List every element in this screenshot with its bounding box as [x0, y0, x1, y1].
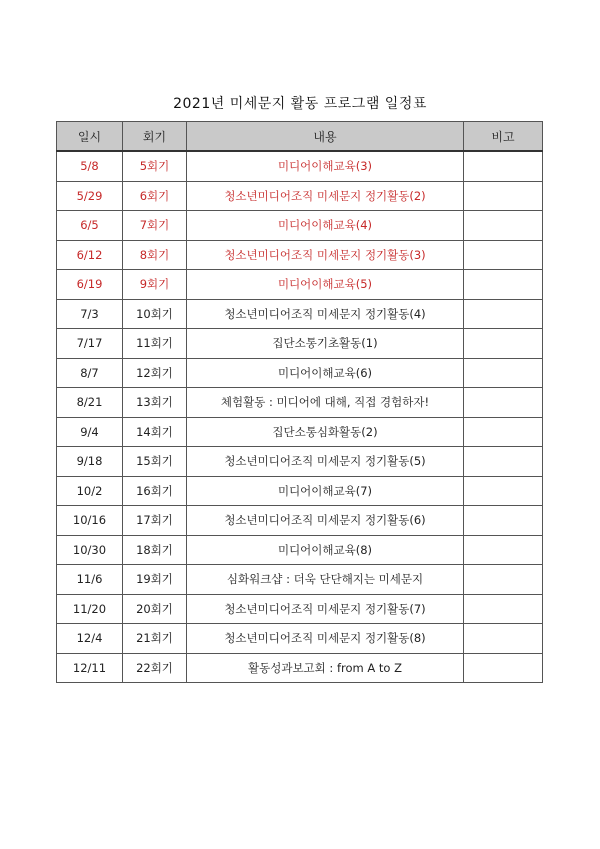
cell-date: 10/2	[57, 476, 123, 506]
cell-remark	[464, 358, 543, 388]
cell-remark	[464, 535, 543, 565]
cell-remark	[464, 211, 543, 241]
cell-content: 청소년미디어조직 미세문지 정기활동(5)	[187, 447, 464, 477]
table-row	[57, 447, 543, 477]
table-row	[57, 211, 543, 241]
cell-date: 6/12	[57, 240, 123, 270]
cell-session: 8회기	[123, 240, 187, 270]
cell-date: 6/5	[57, 211, 123, 241]
cell-remark	[464, 594, 543, 624]
cell-session: 11회기	[123, 329, 187, 359]
cell-remark	[464, 417, 543, 447]
table-row	[57, 417, 543, 447]
table-row	[57, 299, 543, 329]
cell-session: 12회기	[123, 358, 187, 388]
cell-session: 22회기	[123, 653, 187, 683]
table-row	[57, 565, 543, 595]
cell-date: 8/21	[57, 388, 123, 418]
cell-remark	[464, 151, 543, 181]
cell-remark	[464, 653, 543, 683]
cell-date: 5/29	[57, 181, 123, 211]
cell-session: 15회기	[123, 447, 187, 477]
cell-content: 활동성과보고회 : from A to Z	[187, 653, 464, 683]
cell-date: 10/30	[57, 535, 123, 565]
table-row	[57, 388, 543, 418]
table-body	[57, 151, 543, 683]
cell-content: 청소년미디어조직 미세문지 정기활동(6)	[187, 506, 464, 536]
cell-content: 미디어이해교육(4)	[187, 211, 464, 241]
schedule-table	[56, 121, 543, 683]
cell-content: 청소년미디어조직 미세문지 정기활동(3)	[187, 240, 464, 270]
cell-session: 7회기	[123, 211, 187, 241]
cell-content: 미디어이해교육(8)	[187, 535, 464, 565]
cell-content: 미디어이해교육(7)	[187, 476, 464, 506]
table-row	[57, 624, 543, 654]
cell-session: 16회기	[123, 476, 187, 506]
cell-remark	[464, 181, 543, 211]
cell-date: 12/4	[57, 624, 123, 654]
cell-date: 9/18	[57, 447, 123, 477]
cell-session: 21회기	[123, 624, 187, 654]
table-row	[57, 653, 543, 683]
table-header	[57, 122, 543, 152]
cell-session: 20회기	[123, 594, 187, 624]
page-title: 2021년 미세문지 활동 프로그램 일정표	[173, 96, 427, 112]
table-row	[57, 181, 543, 211]
table-row	[57, 270, 543, 300]
cell-date: 9/4	[57, 417, 123, 447]
cell-content: 체험활동 : 미디어에 대해, 직접 경험하자!	[187, 388, 464, 418]
table-row	[57, 240, 543, 270]
cell-session: 5회기	[123, 151, 187, 181]
cell-content: 미디어이해교육(6)	[187, 358, 464, 388]
cell-session: 6회기	[123, 181, 187, 211]
cell-date: 10/16	[57, 506, 123, 536]
cell-content: 심화워크샵 : 더욱 단단해지는 미세문지	[187, 565, 464, 595]
table-row	[57, 506, 543, 536]
cell-content: 미디어이해교육(3)	[187, 151, 464, 181]
cell-date: 8/7	[57, 358, 123, 388]
cell-remark	[464, 476, 543, 506]
cell-session: 19회기	[123, 565, 187, 595]
cell-remark	[464, 329, 543, 359]
cell-content: 집단소통기초활동(1)	[187, 329, 464, 359]
cell-date: 7/3	[57, 299, 123, 329]
cell-date: 11/20	[57, 594, 123, 624]
cell-remark	[464, 506, 543, 536]
cell-session: 18회기	[123, 535, 187, 565]
table-row	[57, 476, 543, 506]
cell-session: 13회기	[123, 388, 187, 418]
header-session: 회기	[123, 122, 187, 152]
table-row	[57, 535, 543, 565]
cell-remark	[464, 447, 543, 477]
header-remark: 비고	[464, 122, 543, 152]
cell-date: 7/17	[57, 329, 123, 359]
cell-remark	[464, 270, 543, 300]
cell-remark	[464, 299, 543, 329]
cell-remark	[464, 388, 543, 418]
cell-remark	[464, 240, 543, 270]
cell-content: 미디어이해교육(5)	[187, 270, 464, 300]
cell-session: 10회기	[123, 299, 187, 329]
table-row	[57, 329, 543, 359]
table-header-row	[57, 122, 543, 152]
cell-session: 14회기	[123, 417, 187, 447]
header-date: 일시	[57, 122, 123, 152]
cell-content: 청소년미디어조직 미세문지 정기활동(7)	[187, 594, 464, 624]
cell-content: 집단소통심화활동(2)	[187, 417, 464, 447]
cell-remark	[464, 565, 543, 595]
cell-date: 11/6	[57, 565, 123, 595]
cell-date: 12/11	[57, 653, 123, 683]
cell-remark	[464, 624, 543, 654]
table-row	[57, 358, 543, 388]
header-content: 내용	[187, 122, 464, 152]
cell-content: 청소년미디어조직 미세문지 정기활동(8)	[187, 624, 464, 654]
cell-session: 17회기	[123, 506, 187, 536]
cell-content: 청소년미디어조직 미세문지 정기활동(4)	[187, 299, 464, 329]
table-row	[57, 151, 543, 181]
cell-date: 5/8	[57, 151, 123, 181]
table-row	[57, 594, 543, 624]
cell-date: 6/19	[57, 270, 123, 300]
cell-session: 9회기	[123, 270, 187, 300]
cell-content: 청소년미디어조직 미세문지 정기활동(2)	[187, 181, 464, 211]
